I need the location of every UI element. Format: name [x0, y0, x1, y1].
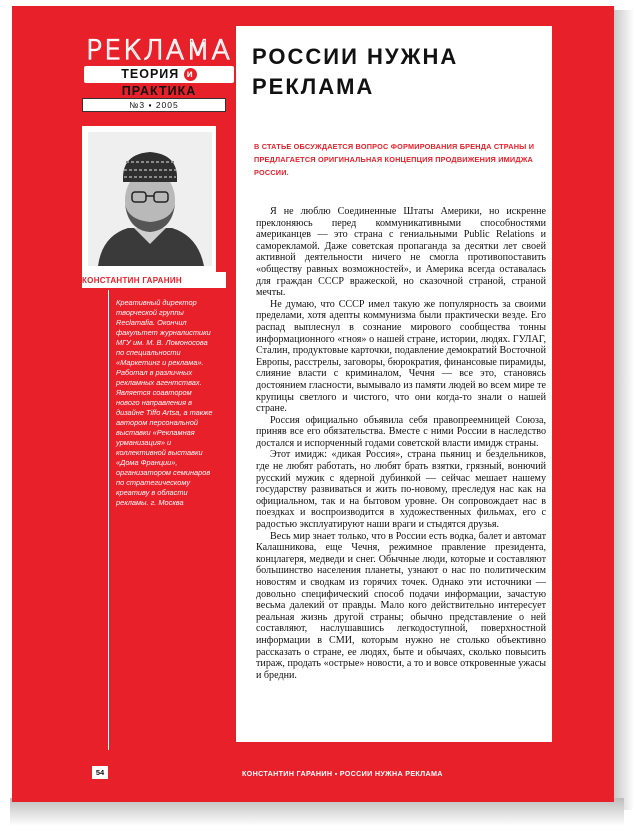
- author-photo-frame: [82, 126, 216, 275]
- logo-subtitle-mid: и: [184, 68, 197, 81]
- issue-label: №3 ▪ 2005: [82, 98, 226, 112]
- logo-title: РЕКЛАМА: [85, 35, 233, 66]
- page-shadow-right: [614, 10, 634, 810]
- logo-subtitle: [84, 66, 234, 100]
- article-paragraph: Не думаю, что СССР имел такую же популярность за своими пределами, хотя адепты коммунизма были практически везде. Его распад выплеснул в сознание мирового сообщества тонны информационного «гноя» о нашей стране, истории, людях. ГУЛАГ, Сталин, продуктовые карточки, подавление демократий Восточной Европы, расстрелы, заговоры, бюрократия, финансовые пирамиды, слияние власти с криминалом, Чечня — все это, становясь достоянием гласности, вымывало из памяти людей во всем мире те крупицы светлого и чистого, что они когда-то знали о нашей стране.: [256, 298, 546, 415]
- author-name: КОНСТАНТИН ГАРАНИН: [82, 276, 182, 285]
- page-shadow-bottom: [10, 798, 624, 826]
- article-paragraph: Весь мир знает только, что в России есть водка, балет и автомат Калашникова, еще Чечня, режимное правление президента, концлагеря, медведи и снег. Обычные люди, которые и составляют большинство населения планеты, узнают о нас по политическим новостям и сводкам из горячих точек. Однако эти источники — довольно специфический способ подачи информации, зачастую весьма далекий от правды. Мало кого действительно интересует реальная жизнь другой страны; обычно представление о ней составляют, наслушавшись легкодоступной, поверхностной информации в СМИ, которым нужно не столько объективно рассказать о стране, ее людях, быте и обычаях, сколько повысить тираж, продать «острые» новости, а то и вовсе откровенные ужасы и бредни.: [256, 530, 546, 681]
- page-number: 54: [92, 766, 108, 779]
- article-paragraph: Я не люблю Соединенные Штаты Америки, но искренне преклоняюсь перед коммуникативными способностями американцев — это страна с гениальными Public Relations и саморекламой. Даже советская пропаганда за десятки лет своей активной деятельности ничего не смогла противопоставить «обществу равных возможностей», и Америка всегда оставалась для граждан СССР вражеской, но сказочной страной, страной мечты.: [256, 206, 546, 299]
- author-photo: [88, 132, 212, 266]
- magazine-logo: [84, 35, 234, 98]
- article-abstract: В СТАТЬЕ ОБСУЖДАЕТСЯ ВОПРОС ФОРМИРОВАНИЯ БРЕНДА СТРАНЫ И ПРЕДЛАГАЕТСЯ ОРИГИНАЛЬНАЯ КОНЦЕПЦИЯ ПРОДВИЖЕНИЯ ИМИДЖА РОССИИ.: [254, 142, 535, 177]
- article-body: [256, 206, 546, 681]
- author-bio: Креативный директор творческой группы Reclamafia. Окончил факультет журналистики МГУ им. М. В. Ломоносова по специальности «Маркетинг и реклама». Работал в различных рекламных агентствах. Является соавтором нового направления в дизайне Tiffo Artsa, а также автором персональной выставки «Рекламная урманизация» и коллективной выставки «Дома Франции», организатором семинаров по стратегическому креативу в области рекламы. г. Москва: [116, 298, 213, 507]
- article-paragraph: Россия официально объявила себя правопреемницей Союза, приняв все его обязательства. Вместе с ними России в наследство достался и испорченный годами советской власти имидж страны.: [256, 414, 546, 449]
- article-paragraph: Этот имидж: «дикая Россия», страна пьяниц и бездельников, где не любят работать, но любят брать взятки, грязный, вонючий русский мужик с ядерной дубинкой — сейчас мешает нашему государству развиваться и жить по-новому, преследуя нас как на официальном, так и на бытовом уровне. Он сопровождает нас в поездках и воспроизводится в художественных фильмах, его с радостью эксплуатируют наши враги и стыдятся друзья.: [256, 449, 546, 531]
- author-portrait-icon: [88, 132, 212, 266]
- red-sheet: [12, 6, 614, 802]
- article-title: [252, 42, 552, 102]
- article-title-line-1: РОССИИ НУЖНА: [252, 44, 459, 69]
- logo-subtitle-right: ПРАКТИКА: [121, 84, 197, 98]
- logo-subtitle-left: ТЕОРИЯ: [121, 67, 180, 81]
- article-title-line-2: РЕКЛАМА: [252, 74, 375, 99]
- running-head: КОНСТАНТИН ГАРАНИН ▪ РОССИИ НУЖНА РЕКЛАМА: [242, 769, 443, 778]
